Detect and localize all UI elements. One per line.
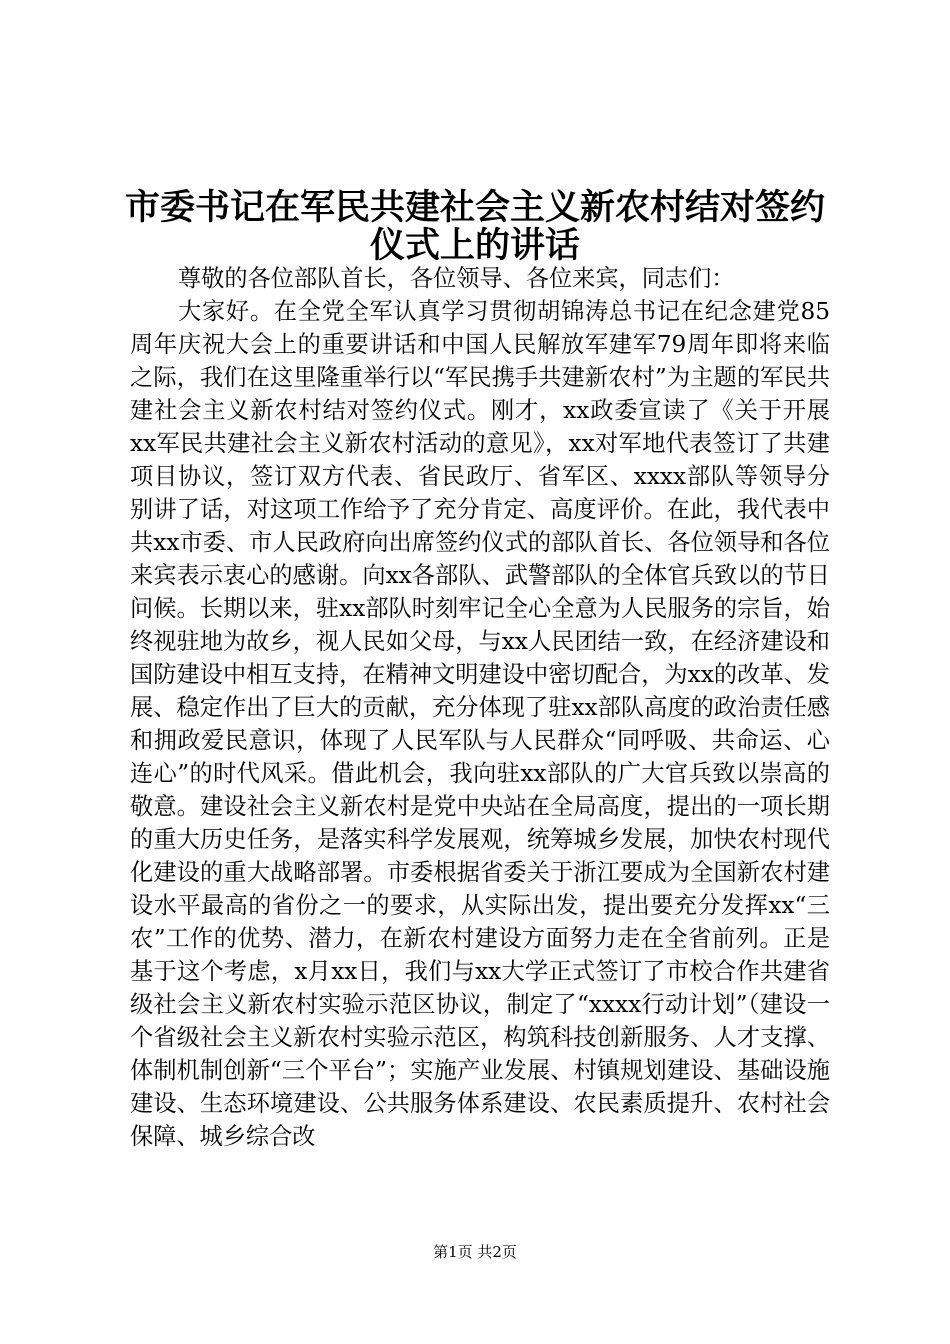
page-footer: 第1页 共2页: [433, 1243, 517, 1261]
document-title-line-1: 市委书记在军民共建社会主义新农村结对签约: [124, 187, 825, 228]
document-title-line-2: 仪式上的讲话: [369, 225, 580, 266]
document-body: [130, 262, 830, 1153]
body-paragraph: 大家好。在全党全军认真学习贯彻胡锦涛总书记在纪念建党85周年庆祝大会上的重要讲话和中国人民解放军建军79周年即将来临之际，我们在这里隆重举行以“军民携手共建新农村”为主题的军民共建社会主义新农村结对签约仪式。刚才，xx政委宣读了《关于开展xx军民共建社会主义新农村活动的意见》，xx对军地代表签订了共建项目协议，签订双方代表、省民政厅、省军区、xxxx部队等领导分别讲了话，对这项工作给予了充分肯定、高度评价。在此，我代表中共xx市委、市人民政府向出席签约仪式的部队首长、各位领导和各位来宾表示衷心的感谢。向xx各部队、武警部队的全体官兵致以的节日问候。长期以来，驻xx部队时刻牢记全心全意为人民服务的宗旨，始终视驻地为故乡，视人民如父母，与xx人民团结一致，在经济建设和国防建设中相互支持，在精神文明建设中密切配合，为xx的改革、发展、稳定作出了巨大的贡献，充分体现了驻xx部队高度的政治责任感和拥政爱民意识，体现了人民军队与人民群众“同呼吸、共命运、心连心”的时代风采。借此机会，我向驻xx部队的广大官兵致以崇高的敬意。建设社会主义新农村是党中央站在全局高度，提出的一项长期的重大历史任务，是落实科学发展观，统筹城乡发展，加快农村现代化建设的重大战略部署。市委根据省委关于浙江要成为全国新农村建设水平最高的省份之一的要求，从实际出发，提出要充分发挥xx“三农”工作的优势、潜力，在新农村建设方面努力走在全省前列。正是基于这个考虑，x月xx日，我们与xx大学正式签订了市校合作共建省级社会主义新农村实验示范区协议，制定了“xxxx行动计划”（建设一个省级社会主义新农村实验示范区，构筑科技创新服务、人才支撑、体制机制创新“三个平台”；实施产业发展、村镇规划建设、基础设施建设、生态环境建设、公共服务体系建设、农民素质提升、农村社会保障、城乡综合改: [130, 298, 830, 1150]
salutation-paragraph: 尊敬的各位部队首长，各位领导、各位来宾，同志们：: [178, 265, 735, 292]
